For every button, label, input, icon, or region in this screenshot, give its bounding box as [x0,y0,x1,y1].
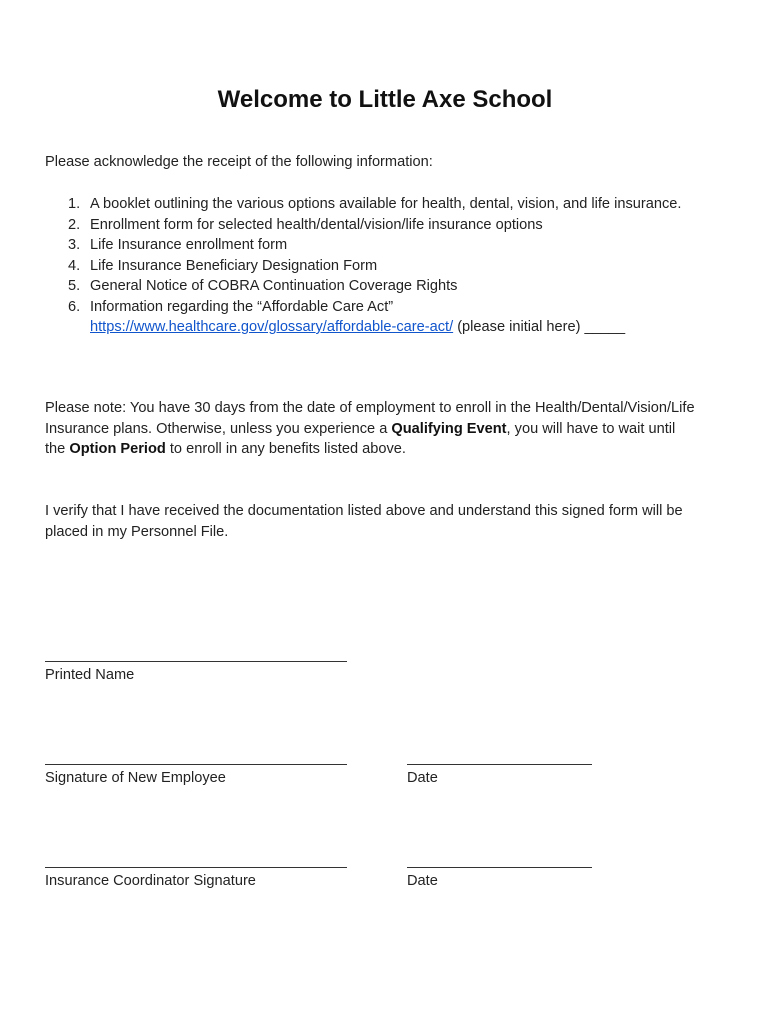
list-number: 6. [68,298,81,315]
affordable-care-act-link[interactable]: https://www.healthcare.gov/glossary/affordable-care-act/ [90,319,454,335]
document-list [45,194,681,338]
list-item-text: Life Insurance enrollment form [90,237,288,253]
intro-text: Please acknowledge the receipt of the following information: [45,154,433,170]
printed-name-line[interactable] [45,661,347,662]
coordinator-signature-line[interactable] [45,867,347,868]
note-text: , you will have to wait until [506,420,676,437]
coordinator-date-line[interactable] [407,867,592,868]
verify-paragraph [45,501,735,542]
list-item-text: Enrollment form for selected health/dental/vision/life insurance options [90,216,543,233]
list-item [45,194,681,215]
note-paragraph [45,398,735,460]
note-text: Insurance plans. Otherwise, unless you experience a [45,420,392,437]
list-item [45,297,681,338]
list-item [45,215,681,236]
list-number: 1. [68,196,81,212]
list-item [45,276,681,297]
note-text: to enroll in any benefits listed above. [165,441,406,457]
qualifying-event-term: Qualifying Event [391,420,507,437]
note-text: Please note: You have 30 days from the date of employment to enroll in the Health/Dental/Vision/Life [45,400,695,416]
list-item [45,235,681,256]
employee-signature-label: Signature of New Employee [45,770,226,786]
page-title: Welcome to Little Axe School [217,86,553,113]
list-number: 4. [68,257,81,274]
employee-signature-line[interactable] [45,764,347,765]
list-item [45,256,681,277]
list-item-text: Information regarding the “Affordable Care Act” [90,298,394,315]
coordinator-signature-label: Insurance Coordinator Signature [45,873,256,889]
list-item-text: General Notice of COBRA Continuation Coverage Rights [90,278,458,294]
note-text: the [45,441,70,457]
coordinator-date-label: Date [407,873,438,889]
initial-here-text: (please initial here) _____ [453,319,626,335]
list-number: 3. [68,237,81,253]
employee-date-label: Date [407,770,438,786]
list-item-text: Life Insurance Beneficiary Designation Form [90,257,378,274]
verify-text: placed in my Personnel File. [45,523,229,540]
verify-text: I verify that I have received the documentation listed above and understand this signed form will be [45,503,683,519]
list-number: 5. [68,278,81,294]
list-number: 2. [68,216,81,233]
employee-date-line[interactable] [407,764,592,765]
printed-name-label: Printed Name [45,667,135,683]
option-period-term: Option Period [69,441,166,457]
list-item-text: A booklet outlining the various options available for health, dental, vision, and life insurance. [90,196,682,212]
